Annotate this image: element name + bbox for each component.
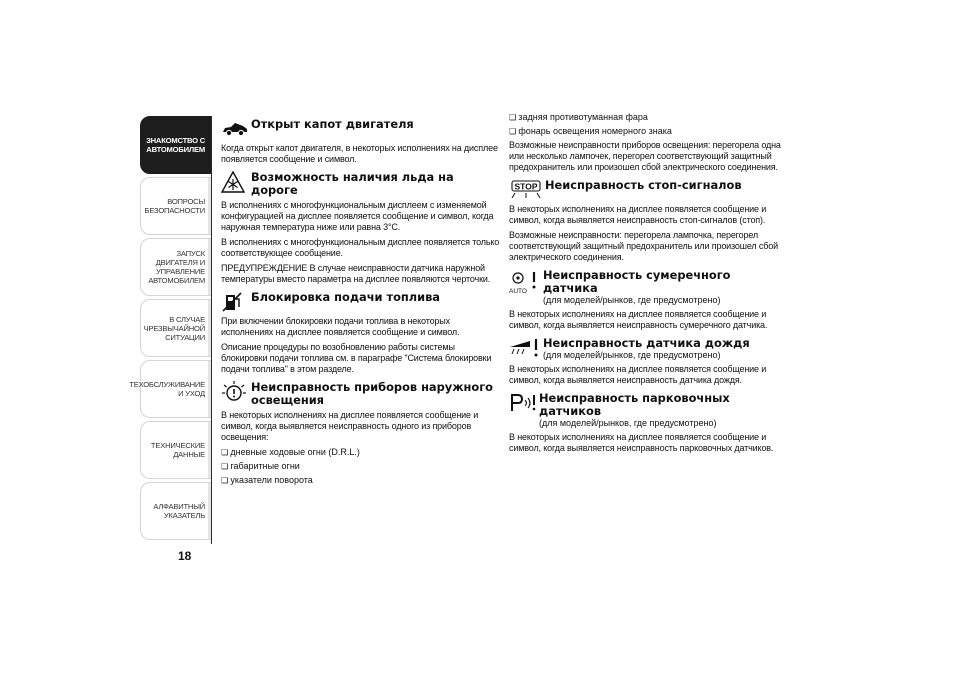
tab-technical-data[interactable] [140, 421, 212, 479]
section-subtitle: (для моделей/рынков, где предусмотрено) [543, 350, 721, 360]
parking-sensor-icon [509, 392, 539, 414]
car-hood-open-icon [221, 118, 251, 140]
section-subtitle: (для моделей/рынков, где предусмотрено) [543, 295, 721, 305]
tab-label: ТЕХОБСЛУЖИВАНИЕ И УХОД [129, 380, 205, 398]
list-item: ❏ фонарь освещения номерного знака [509, 126, 789, 137]
tab-label: ВОПРОСЫ БЕЗОПАСНОСТИ [144, 197, 205, 215]
section-title: Неисправность стоп-сигналов [545, 178, 742, 192]
section-title: Неисправность датчика дождя [543, 336, 750, 350]
section-title: Блокировка подачи топлива [251, 290, 440, 304]
dusk-heading [509, 269, 789, 306]
tab-emergency[interactable] [140, 299, 212, 357]
tab-label: ТЕХНИЧЕСКИЕ ДАННЫЕ [150, 441, 205, 459]
exterior-lights-fault-icon [221, 381, 251, 403]
paragraph: В исполнениях с многофункциональным дисплеем с изменяемой конфигурацией на дисплее появляется сообщение и символ, когда наружная температура ниже или равна 3°C. [221, 200, 494, 232]
fuel-pump-cut-icon [221, 291, 251, 313]
paragraph: В некоторых исполнениях на дисплее появляется сообщение и символ, когда выявляется неисправность стоп-сигналов (стоп). [509, 204, 767, 225]
sidebar-divider [211, 116, 212, 544]
paragraph: В некоторых исполнениях на дисплее появляется сообщение и символ, когда выявляется неисправность сумеречного датчика. [509, 309, 768, 330]
tab-safety[interactable] [140, 177, 212, 235]
fuel-heading [221, 291, 501, 313]
tab-label: В СЛУЧАЕ ЧРЕЗВЫЧАЙНОЙ СИТУАЦИИ [143, 314, 205, 342]
paragraph: В исполнениях с многофункциональным дисплее появляется только соответствующее сообщение. [221, 237, 500, 258]
paragraph: При включении блокировки подачи топлива в некоторых исполнениях на дисплее появляется сообщение и символ. [221, 316, 460, 337]
list-item: ❏ дневные ходовые огни (D.R.L.) [221, 447, 501, 458]
rain-heading [509, 337, 789, 361]
tab-label: ЗНАКОМСТВО С АВТОМОБИЛЕМ [146, 136, 205, 154]
tab-starting-driving[interactable] [140, 238, 212, 296]
park-heading [509, 392, 789, 429]
hood-heading [221, 118, 501, 140]
tab-introduction[interactable] [140, 116, 212, 174]
ice-heading [221, 171, 501, 197]
stop-heading [509, 179, 789, 201]
section-subtitle: (для моделей/рынков, где предусмотрено) [539, 418, 717, 428]
section-title: Открыт капот двигателя [251, 117, 414, 131]
tab-label: ЗАПУСК ДВИГАТЕЛЯ И УПРАВЛЕНИЕ АВТОМОБИЛЕМ [148, 249, 205, 285]
paragraph: Описание процедуры по возобновлению работы системы блокировки подачи топлива см. в параграфе "Система блокировки подачи топлива" в этом разделе. [221, 342, 492, 374]
dusk-sensor-auto-icon [509, 269, 543, 295]
auto-icon-text: AUTO [509, 288, 527, 295]
section-title: Неисправность приборов наружного освещения [251, 380, 494, 407]
snowflake-warning-icon [221, 171, 251, 193]
tab-label: АЛФАВИТНЫЙ УКАЗАТЕЛЬ [153, 502, 205, 520]
list-item: ❏ задняя противотуманная фара [509, 112, 789, 123]
section-title: Возможность наличия льда на дороге [251, 170, 454, 197]
chapter-sidebar [129, 116, 212, 543]
paragraph: Возможные неисправности приборов освещения: перегорела одна или несколько лампочек, перегорел соответствующий защитный предохранитель или произошел сбой электрического соединения. [509, 140, 781, 172]
lights-heading [221, 381, 501, 407]
right-column [509, 112, 789, 458]
stop-icon-text: STOP [514, 181, 538, 192]
tab-index[interactable] [140, 482, 212, 540]
section-title: Неисправность парковочных датчиков [539, 391, 730, 418]
rain-sensor-icon [509, 337, 543, 359]
paragraph: Возможные неисправности: перегорела лампочка, перегорел соответствующий защитный предохранитель или произошел сбой электрического соединения. [509, 230, 778, 262]
page-number: 18 [178, 549, 192, 563]
section-title: Неисправность сумеречного датчика [543, 268, 731, 295]
paragraph: В некоторых исполнениях на дисплее появляется сообщение и символ, когда выявляется неисправность парковочных датчиков. [509, 432, 774, 453]
paragraph: В некоторых исполнениях на дисплее появляется сообщение и символ, когда выявляется неисправность датчика дождя. [509, 364, 767, 385]
tab-maintenance[interactable] [129, 360, 212, 418]
stop-lamp-icon [509, 179, 545, 201]
left-column [221, 112, 501, 489]
warning-paragraph: ПРЕДУПРЕЖДЕНИЕ В случае неисправности датчика наружной температуры вместо параметра на дисплее появляются черточки. [221, 263, 491, 284]
list-item: ❏ габаритные огни [221, 461, 501, 472]
paragraph: Когда открыт капот двигателя, в некоторых исполнениях на дисплее появляется сообщение и символ. [221, 143, 498, 164]
list-item: ❏ указатели поворота [221, 475, 501, 486]
paragraph: В некоторых исполнениях на дисплее появляется сообщение и символ, когда выявляется неисправность одного из приборов освещения: [221, 410, 479, 442]
